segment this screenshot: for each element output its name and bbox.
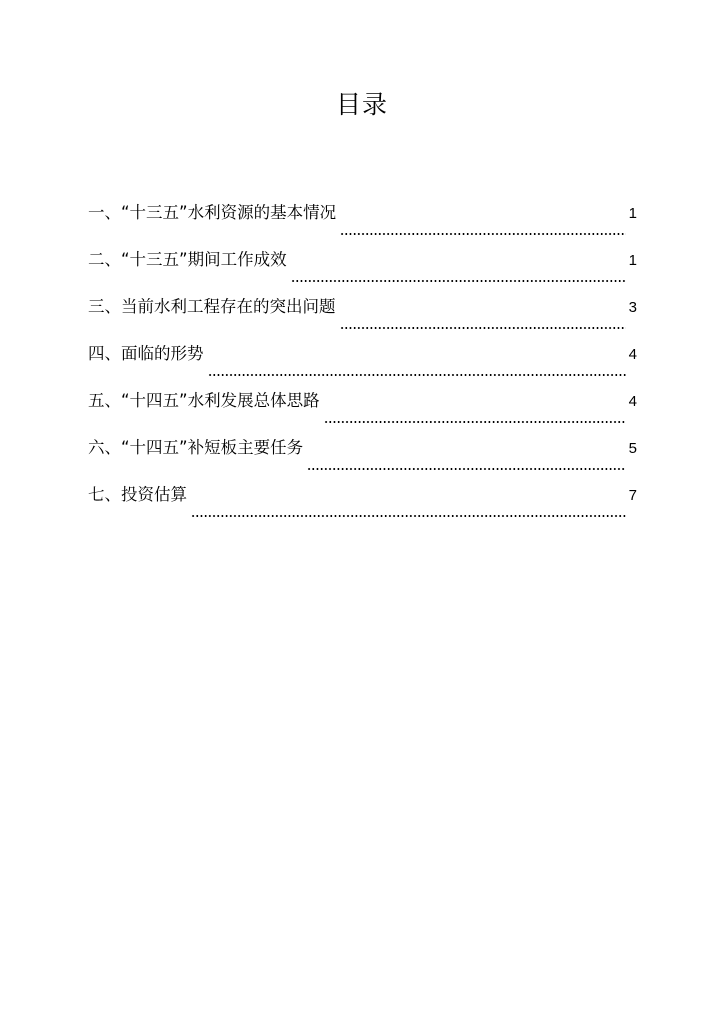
toc-dot-leader [291, 280, 626, 282]
toc-dot-leader [324, 421, 626, 423]
toc-page-number: 7 [628, 487, 637, 504]
toc-entry-text: 二、“十三五”期间工作成效 [88, 250, 287, 269]
toc-entry[interactable] [88, 199, 637, 246]
toc-page-number: 5 [628, 440, 637, 457]
toc-entry-text: 四、面临的形势 [88, 344, 204, 363]
toc-entry-text: 五、“十四五”水利发展总体思路 [88, 391, 320, 410]
toc-dot-leader [340, 233, 626, 235]
toc-entry-text: 一、“十三五”水利资源的基本情况 [88, 203, 337, 222]
toc-entry-text: 七、投资估算 [88, 485, 187, 504]
toc-title: 目录 [335, 90, 388, 119]
toc-page-number: 4 [628, 346, 637, 363]
toc-entry-text: 六、“十四五”补短板主要任务 [88, 438, 304, 457]
toc-dot-leader [340, 327, 626, 329]
toc-page-number: 1 [628, 205, 637, 222]
toc-entry-text: 三、当前水利工程存在的突出问题 [88, 297, 336, 316]
table-of-contents [88, 199, 637, 528]
toc-entry[interactable] [88, 293, 637, 340]
toc-entry[interactable] [88, 387, 637, 434]
toc-dot-leader [307, 468, 626, 470]
toc-dot-leader [191, 515, 626, 517]
toc-entry[interactable] [88, 340, 637, 387]
toc-entry[interactable] [88, 434, 637, 481]
toc-page-number: 3 [628, 299, 637, 316]
toc-page-number: 1 [628, 252, 637, 269]
toc-dot-leader [208, 374, 626, 376]
toc-page-number: 4 [628, 393, 637, 410]
toc-entry[interactable] [88, 246, 637, 293]
toc-entry[interactable] [88, 481, 637, 528]
